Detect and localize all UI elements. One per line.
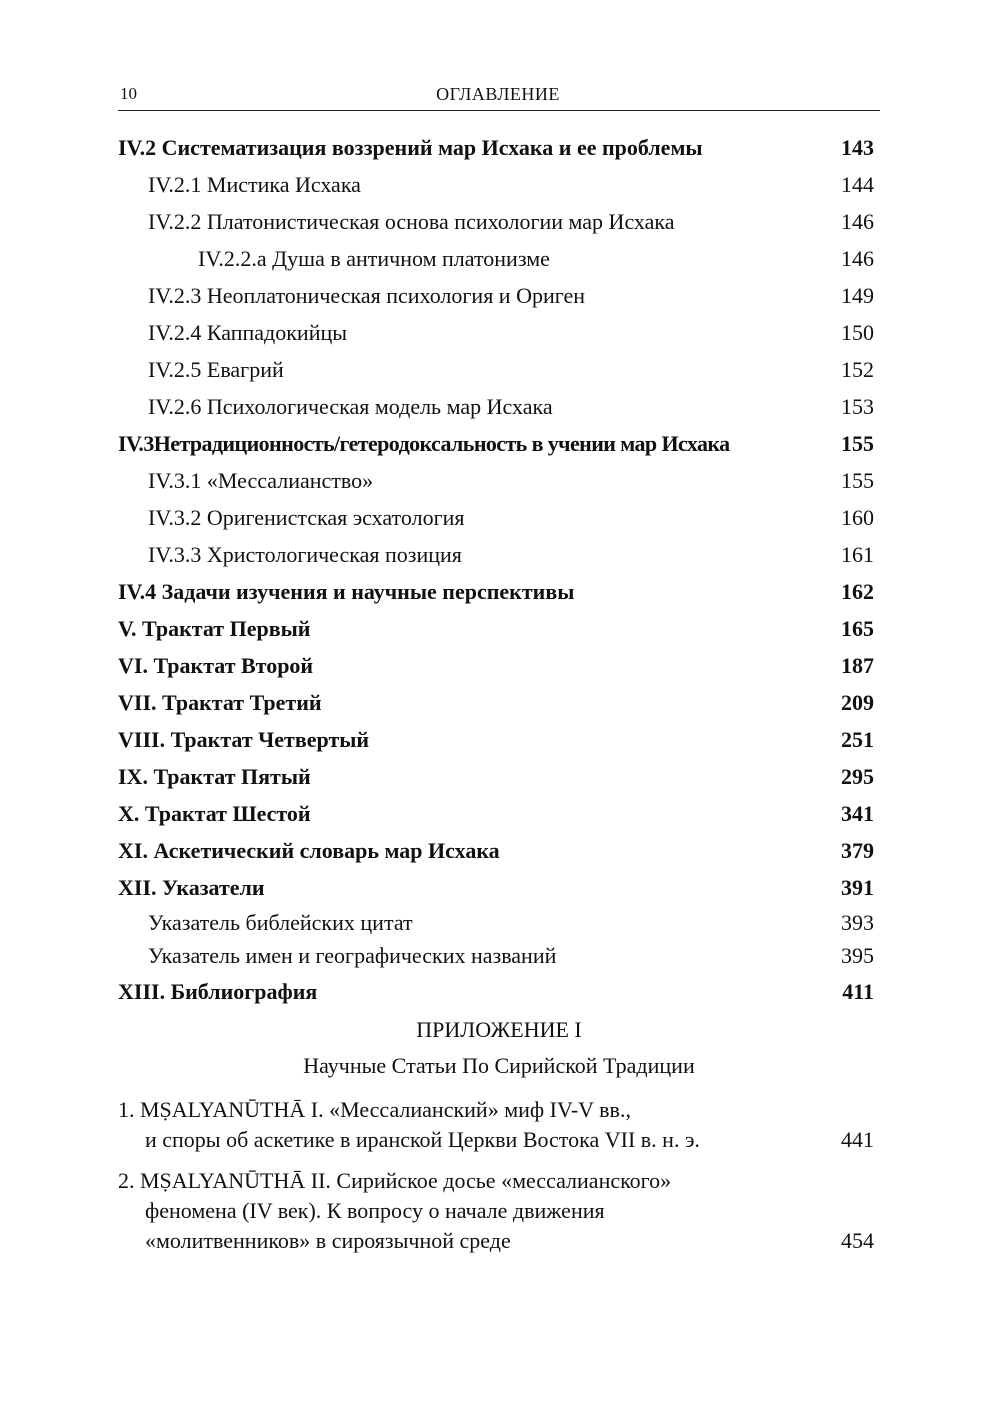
article-line-text: 2. MṢALYANŪTHĀ II. Сирийское досье «мессалианского» <box>118 1168 672 1193</box>
toc-entry-title: IV.3.1 «Мессалианство» <box>148 468 374 493</box>
toc-entry[interactable] <box>118 834 874 868</box>
toc-entry-page: 150 <box>841 320 874 345</box>
toc-entry-page: 144 <box>841 172 874 197</box>
article-line-text: и споры об аскетике в иранской Церкви Востока VII в. н. э. <box>145 1127 700 1152</box>
toc-entry[interactable] <box>118 797 874 831</box>
toc-entry[interactable] <box>118 427 874 461</box>
toc-entry[interactable] <box>118 612 874 646</box>
toc-entry[interactable] <box>118 131 874 165</box>
toc-entry-page: 391 <box>841 875 874 900</box>
appendix-subheading: Научные Статьи По Сирийской Традиции <box>303 1053 695 1078</box>
toc-entry[interactable] <box>148 316 874 350</box>
article-page: 454 <box>841 1228 874 1253</box>
appendix-article[interactable] <box>118 1095 874 1155</box>
toc-entry-title: VI. Трактат Второй <box>118 653 314 678</box>
article-page: 441 <box>841 1127 874 1152</box>
article-line <box>118 1095 874 1125</box>
toc-entry-page: 379 <box>841 838 874 863</box>
toc-entry-page: 153 <box>841 394 874 419</box>
header-title: ОГЛАВЛЕНИЕ <box>436 84 560 104</box>
toc-entry[interactable] <box>148 906 874 940</box>
toc-entry[interactable] <box>148 279 874 313</box>
toc-entry-title: IV.2.6 Психологическая модель мар Исхака <box>148 394 553 419</box>
toc-entry-title: IV.2.1 Мистика Исхака <box>148 172 361 197</box>
article-line <box>118 1226 874 1256</box>
running-header <box>118 84 878 110</box>
page-number: 10 <box>120 84 137 103</box>
toc-entry-page: 209 <box>841 690 874 715</box>
toc-entry[interactable] <box>148 168 874 202</box>
toc-entry[interactable] <box>148 939 874 973</box>
toc-entry-page: 152 <box>841 357 874 382</box>
toc-entry-page: 146 <box>841 209 874 234</box>
toc-entry-page: 160 <box>841 505 874 530</box>
article-line <box>118 1125 874 1155</box>
toc-entry[interactable] <box>148 390 874 424</box>
article-line-text: «молитвенников» в сироязычной среде <box>145 1228 511 1253</box>
appendix-heading: ПРИЛОЖЕНИЕ I <box>416 1017 582 1042</box>
toc-entry-title: IV.4 Задачи изучения и научные перспективы <box>118 579 575 604</box>
toc-entry[interactable] <box>118 686 874 720</box>
toc-entry-title: IV.2.3 Неоплатоническая психология и Ориген <box>148 283 586 308</box>
toc-entry[interactable] <box>148 501 874 535</box>
toc-entry-page: 395 <box>841 943 874 968</box>
toc-entry-title: IX. Трактат Пятый <box>118 764 311 789</box>
toc-entry-title: VII. Трактат Третий <box>118 690 322 715</box>
toc-entry-page: 393 <box>841 910 874 935</box>
toc-entry-page: 251 <box>841 727 874 752</box>
toc-entry[interactable] <box>118 649 874 683</box>
toc-entry[interactable] <box>148 205 874 239</box>
toc-entry[interactable] <box>118 575 874 609</box>
toc-entry-title: IV.2.5 Евагрий <box>148 357 284 382</box>
article-line <box>118 1166 874 1196</box>
toc-entry-title: IV.2.4 Каппадокийцы <box>148 320 348 345</box>
toc-entry-title: IV.2 Систематизация воззрений мар Исхака и ее проблемы <box>118 135 703 160</box>
article-line <box>118 1196 874 1226</box>
toc-entry[interactable] <box>198 242 874 276</box>
toc-entry[interactable] <box>118 760 874 794</box>
toc-entry-page: 411 <box>842 979 874 1004</box>
toc-entry[interactable] <box>148 538 874 572</box>
toc-entry-title: VIII. Трактат Четвертый <box>118 727 370 752</box>
header-rule <box>118 110 880 111</box>
toc-entry-page: 146 <box>841 246 874 271</box>
toc-entry-title: Указатель библейских цитат <box>148 910 413 935</box>
toc-entry-title: IV.3.2 Оригенистская эсхатология <box>148 505 465 530</box>
toc-entry-title: Указатель имен и географических названий <box>148 943 557 968</box>
appendix-article[interactable] <box>118 1166 874 1256</box>
toc-entry-title: IV.2.2 Платонистическая основа психологии мар Исхака <box>148 209 675 234</box>
toc-entry-page: 295 <box>841 764 874 789</box>
toc-entry[interactable] <box>118 975 874 1009</box>
toc-entry-page: 155 <box>841 468 874 493</box>
toc-entry-page: 341 <box>841 801 874 826</box>
toc-entry-title: IV.2.2.а Душа в античном платонизме <box>198 246 550 271</box>
toc-entry[interactable] <box>148 353 874 387</box>
toc-entry-title: X. Трактат Шестой <box>118 801 311 826</box>
toc-entry-title: IV.3Нетрадиционность/гетеродоксальность в учении мар Исхака <box>118 431 730 456</box>
toc-entry-title: V. Трактат Первый <box>118 616 311 641</box>
article-line-text: 1. MṢALYANŪTHĀ I. «Мессалианский» миф IV-V вв., <box>118 1097 631 1122</box>
toc-entry-title: IV.3.3 Христологическая позиция <box>148 542 462 567</box>
toc-entry[interactable] <box>148 464 874 498</box>
toc-entry-page: 161 <box>841 542 874 567</box>
toc-entry-page: 162 <box>841 579 874 604</box>
toc-entry-page: 155 <box>841 431 874 456</box>
toc-entry-page: 187 <box>841 653 874 678</box>
toc-entry-page: 143 <box>841 135 874 160</box>
toc-entry[interactable] <box>118 723 874 757</box>
toc-entry-title: XIII. Библиография <box>118 979 318 1004</box>
toc-entry-page: 149 <box>841 283 874 308</box>
toc-entry[interactable] <box>118 871 874 905</box>
toc-entry-title: XII. Указатели <box>118 875 265 900</box>
toc-entry-title: XI. Аскетический словарь мар Исхака <box>118 838 500 863</box>
toc-entry-page: 165 <box>841 616 874 641</box>
article-line-text: феномена (IV век). К вопросу о начале движения <box>145 1198 605 1223</box>
